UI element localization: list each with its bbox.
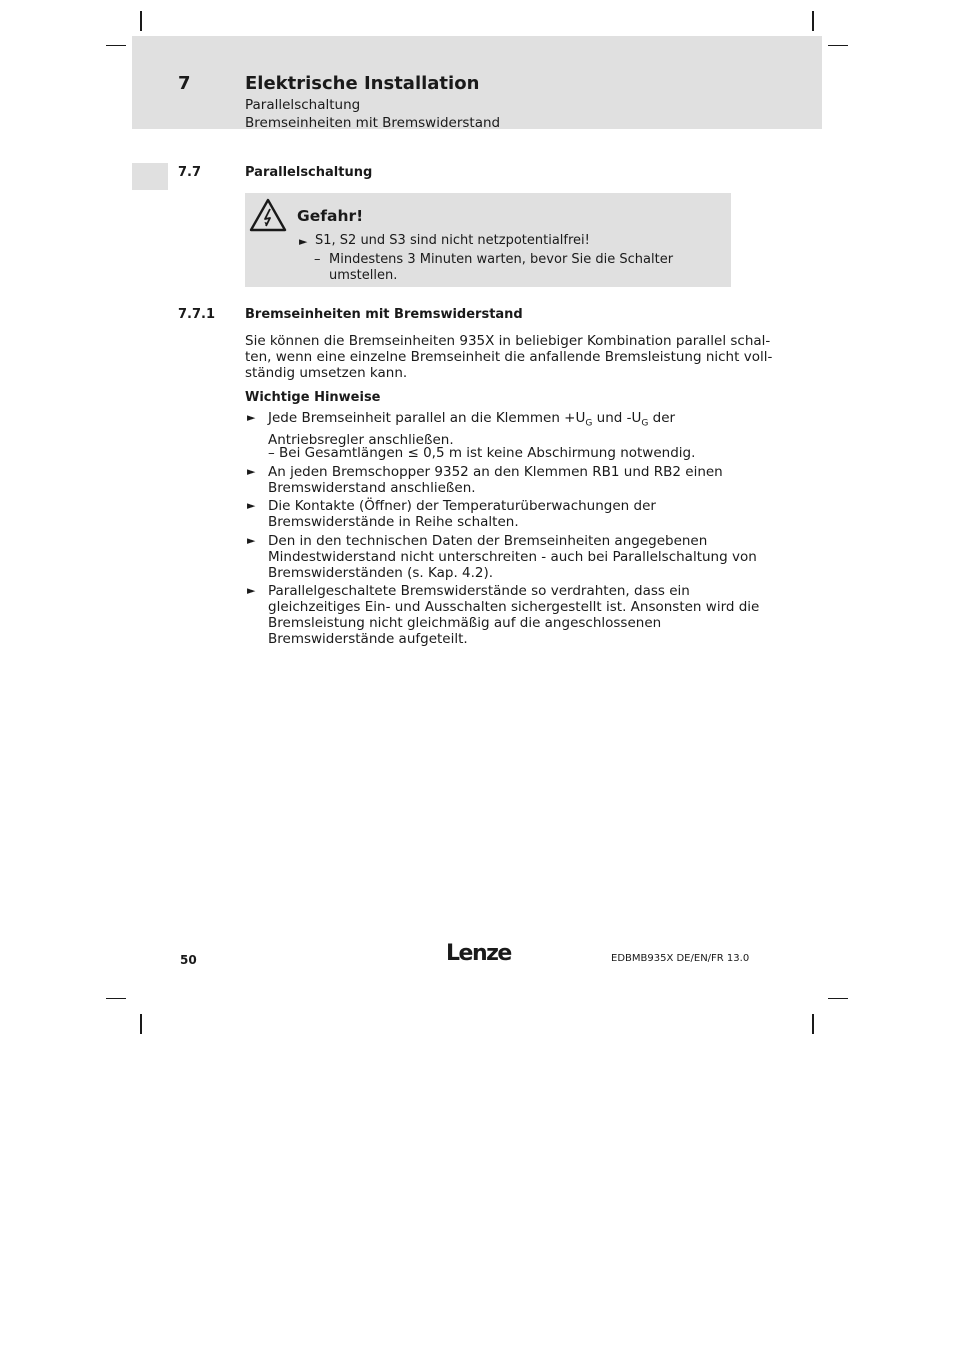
bullet-item: Die Kontakte (Öffner) der Temperaturüberwachungen der Bremswiderstände in Reihe schalten. bbox=[268, 498, 656, 530]
bullet-triangle-icon: ► bbox=[299, 235, 308, 248]
subsection-number: 7.7.1 bbox=[178, 307, 216, 322]
section-title: Parallelschaltung bbox=[245, 165, 373, 180]
intro-line: ständig umsetzen kann. bbox=[245, 365, 408, 381]
bullet-item: An jeden Bremschopper 9352 an den Klemmen RB1 und RB2 einen Bremswiderstand anschließen. bbox=[268, 464, 723, 496]
bullet-item: Jede Bremseinheit parallel an die Klemmen $+U_G$ und $-U_G$ der Antriebsregler anschließen. bbox=[268, 410, 676, 448]
bullet-item: Parallelgeschaltete Bremswiderstände so verdrahten, dass ein gleichzeitiges Ein- und Ausschalten sichergestellt ist. Ansonsten wird die Bremsleistung nicht gleichmäßig auf die angeschlossenen Bremswiderstände aufgeteilt. bbox=[268, 583, 760, 647]
crop-mark bbox=[812, 11, 814, 31]
intro-line: Sie können die Bremseinheiten 935X in beliebiger Kombination parallel schal- bbox=[245, 333, 771, 349]
chapter-title: Elektrische Installation bbox=[245, 73, 480, 94]
crop-mark bbox=[106, 45, 126, 46]
intro-paragraph bbox=[245, 333, 773, 381]
danger-subitem: Mindestens 3 Minuten warten, bevor Sie die Schalter bbox=[329, 252, 674, 267]
chapter-number: 7 bbox=[178, 73, 191, 94]
section-number: 7.7 bbox=[178, 165, 202, 180]
bullet-triangle-icon: ► bbox=[247, 411, 256, 424]
subsection-title: Bremseinheiten mit Bremswiderstand bbox=[245, 307, 523, 322]
crop-mark bbox=[140, 11, 142, 31]
dash-marker: – bbox=[314, 252, 321, 267]
header-subtitle: Parallelschaltung bbox=[245, 97, 361, 113]
notes-title: Wichtige Hinweise bbox=[245, 390, 381, 405]
bullet-item: Den in den technischen Daten der Bremseinheiten angegebenen Mindestwiderstand nicht unterschreiten - auch bei Parallelschaltung von Bremswiderständen (s. Kap. 4.2). bbox=[268, 533, 757, 581]
crop-mark bbox=[812, 1014, 814, 1034]
crop-mark bbox=[828, 45, 848, 46]
page-number: 50 bbox=[180, 953, 197, 967]
header-subtitle: Bremseinheiten mit Bremswiderstand bbox=[245, 115, 501, 131]
crop-mark bbox=[828, 998, 848, 999]
bullet-triangle-icon: ► bbox=[247, 465, 256, 478]
intro-line: ten, wenn eine einzelne Bremseinheit die anfallende Bremsleistung nicht voll- bbox=[245, 349, 773, 365]
bullet-triangle-icon: ► bbox=[247, 534, 256, 547]
document-id: EDBMB935X DE/EN/FR 13.0 bbox=[611, 953, 750, 964]
crop-mark bbox=[106, 998, 126, 999]
lenze-logo: Lenze bbox=[446, 941, 511, 966]
danger-subitem: umstellen. bbox=[329, 268, 398, 283]
bullet-triangle-icon: ► bbox=[247, 584, 256, 597]
crop-mark bbox=[140, 1014, 142, 1034]
bullet-triangle-icon: ► bbox=[247, 499, 256, 512]
dash-note: – Bei Gesamtlängen ≤ 0,5 m ist keine Abschirmung notwendig. bbox=[268, 445, 696, 461]
danger-item: S1, S2 und S3 sind nicht netzpotentialfrei! bbox=[315, 233, 590, 248]
section-side-marker bbox=[132, 163, 168, 190]
danger-title: Gefahr! bbox=[297, 207, 364, 225]
electric-hazard-warning-icon bbox=[249, 198, 287, 232]
